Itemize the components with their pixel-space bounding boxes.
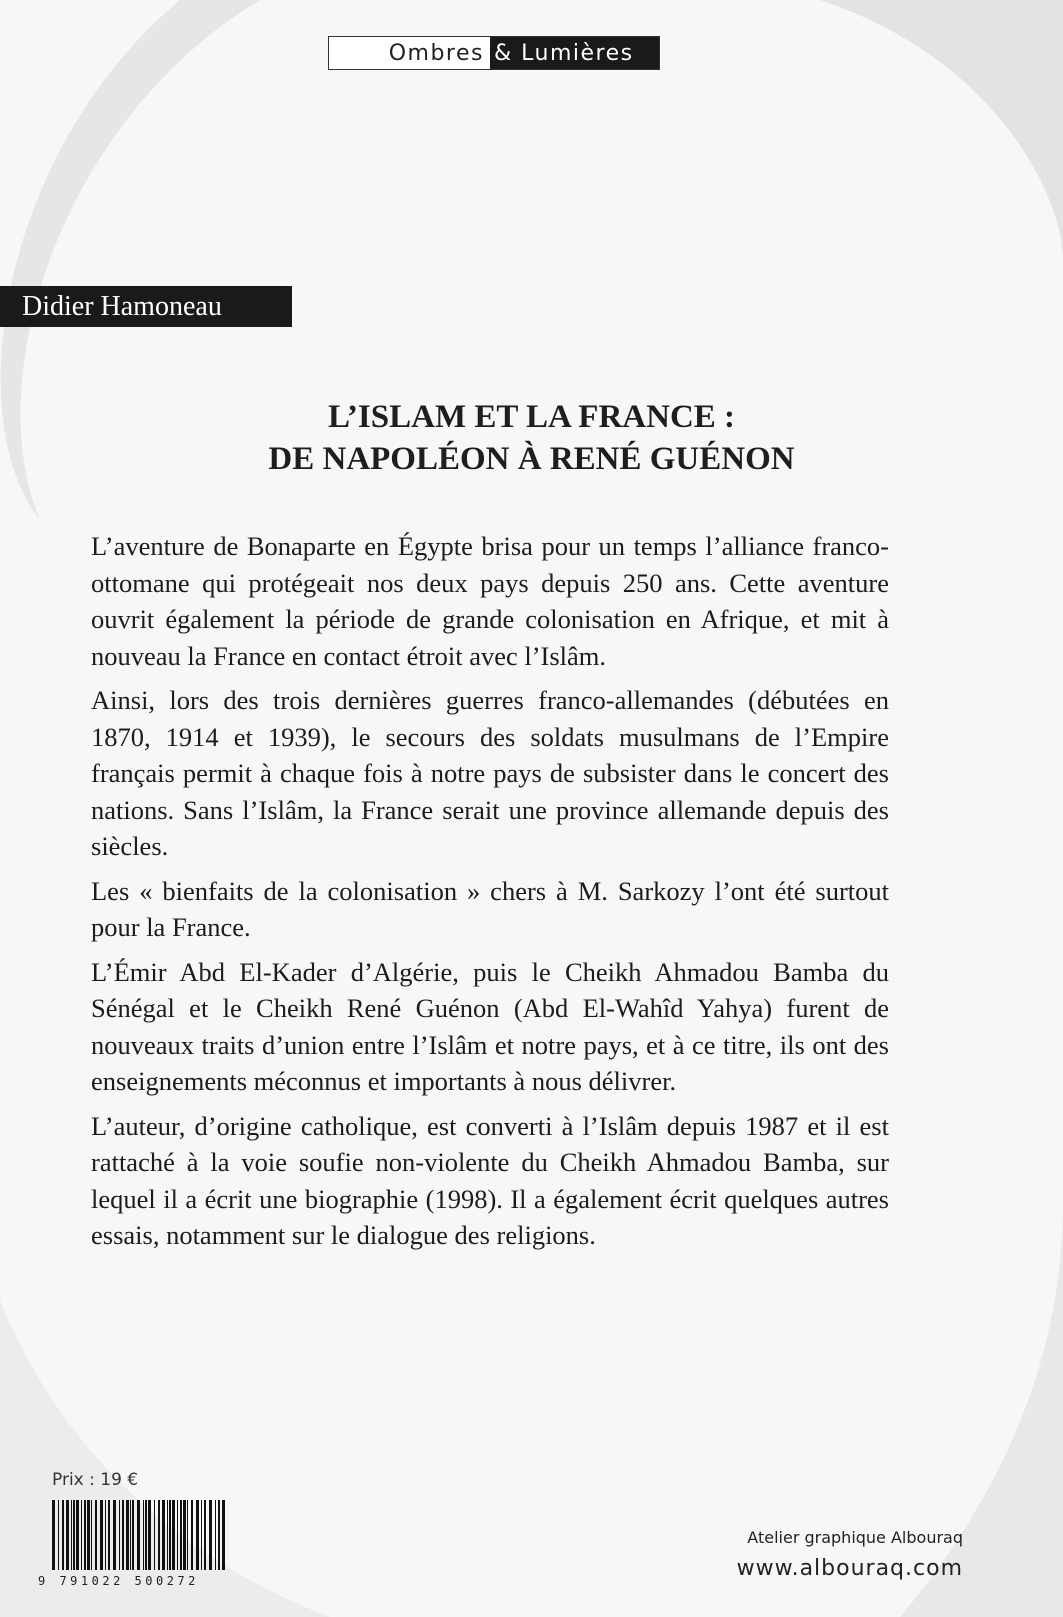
paragraph: L’aventure de Bonaparte en Égypte brisa pour un temps l’alliance franco-ottomane qui protégeait nos deux pays depuis 250 ans. Cette aventure ouvrit également la période de grande colonisation en Afrique, et mit à nouveau la France en contact étroit avec l’Islâm. (91, 531, 889, 671)
paragraph: L’auteur, d’origine catholique, est converti à l’Islâm depuis 1987 et il est rattaché à la voie soufie non-violente du Cheikh Ahmadou Bamba, sur lequel il a écrit une biographie (1998). Il a également écrit quelques autres essais, notamment sur le dialogue des religions. (91, 1110, 889, 1250)
blurb (91, 528, 889, 1262)
publisher-name: Atelier graphique Albouraq (747, 1528, 963, 1547)
series-name-part1: Ombres (329, 37, 490, 69)
series-name-part2: & Lumières (490, 37, 659, 69)
title-line-2: DE NAPOLÉON À RENÉ GUÉNON (268, 441, 795, 477)
price: Prix : 19 € (52, 1470, 139, 1490)
paragraph: Les « bienfaits de la colonisation » chers à M. Sarkozy l’ont été surtout pour la France. (91, 875, 889, 942)
barcode (52, 1500, 227, 1570)
author-name: Didier Hamoneau (0, 286, 292, 327)
publisher-website: www.albouraq.com (736, 1556, 963, 1581)
book-title (0, 396, 1063, 480)
series-banner (328, 36, 660, 70)
paragraph: Ainsi, lors des trois dernières guerres franco-allemandes (débutées en 1870, 1914 et 1939), le secours des soldats musulmans de l’Empire français permit à chaque fois à notre pays de subsister dans le concert des nations. Sans l’Islâm, la France serait une province allemande depuis des siècles. (91, 685, 889, 861)
paragraph: L’Émir Abd El-Kader d’Algérie, puis le Cheikh Ahmadou Bamba du Sénégal et le Cheikh René Guénon (Abd El-Wahîd Yahya) furent de nouveaux traits d’union entre l’Islâm et notre pays, et à ce titre, ils ont des enseignements méconnus et importants à nous délivrer. (91, 956, 889, 1096)
barcode-digits: 9 791022 500272 (38, 1574, 199, 1588)
title-line-1: L’ISLAM ET LA FRANCE : (327, 399, 736, 435)
